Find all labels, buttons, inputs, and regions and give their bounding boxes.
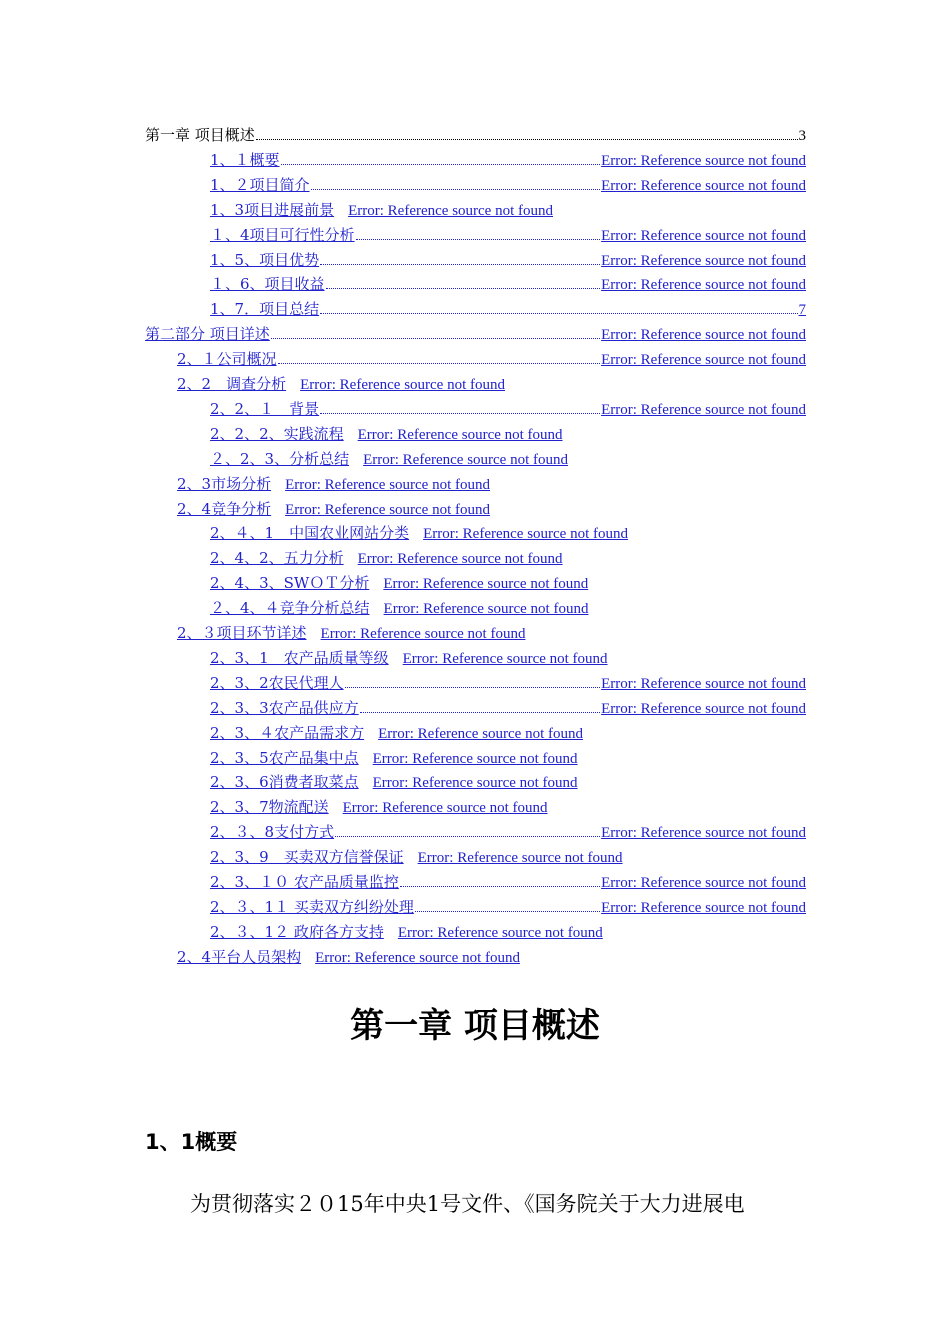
toc-entry[interactable] <box>210 149 806 171</box>
toc-entry-title: 1、２项目简介 <box>210 175 310 194</box>
toc-entry-page: Error: Reference source not found <box>601 401 806 418</box>
toc-entry-title: ２、4、４竞争分析总结 <box>210 599 370 618</box>
toc-entry[interactable] <box>177 946 520 968</box>
toc-dot-leader <box>356 239 601 240</box>
chapter-title: 第一章 项目概述 <box>350 1006 600 1046</box>
toc-entry[interactable] <box>177 373 505 395</box>
toc-entry-page: Error: Reference source not found <box>397 924 603 941</box>
toc-entry-title: 1、１概要 <box>210 150 280 169</box>
toc-entry-title: 2、3、2农民代理人 <box>210 673 344 692</box>
toc-entry[interactable] <box>177 498 490 520</box>
toc-entry-title: 2、2 调查分析 <box>177 375 287 393</box>
toc-entry-page: Error: Reference source not found <box>601 675 806 692</box>
toc-entry[interactable] <box>177 348 806 370</box>
toc-entry[interactable] <box>210 697 806 719</box>
toc-entry-title: 2、4竞争分析 <box>177 499 272 518</box>
toc-entry-title: 2、2、１ 背景 <box>210 399 320 418</box>
toc-entry[interactable] <box>210 921 603 943</box>
toc-entry-title: 2、4、3、SWＯＴ分析 <box>210 574 370 593</box>
toc-entry-title: 2、3、１０ 农产品质量监控 <box>210 873 399 891</box>
toc-entry[interactable] <box>210 298 806 320</box>
toc-entry[interactable] <box>145 323 806 345</box>
toc-dot-leader <box>320 264 600 265</box>
toc-entry[interactable] <box>210 273 806 295</box>
toc-entry-title: 2、３、1２ 政府各方支持 <box>210 922 384 941</box>
toc-entry-title: 2、3、7物流配送 <box>210 798 329 817</box>
toc-entry-page: Error: Reference source not found <box>601 277 806 294</box>
toc-dot-leader <box>415 911 600 912</box>
toc-entry-title: 2、3、6消费者取菜点 <box>210 773 359 792</box>
toc-entry-page: Error: Reference source not found <box>423 526 629 543</box>
toc-entry-page: Error: Reference source not found <box>378 725 584 742</box>
toc-entry[interactable] <box>210 547 563 569</box>
toc-entry[interactable] <box>210 846 623 868</box>
toc-entry-page: Error: Reference source not found <box>402 650 608 667</box>
toc-entry-title: 2、3市场分析 <box>177 474 272 493</box>
toc-entry[interactable] <box>210 871 806 893</box>
toc-entry-page: Error: Reference source not found <box>285 476 491 493</box>
toc-dot-leader <box>281 164 601 165</box>
toc-entry-page: Error: Reference source not found <box>372 750 578 767</box>
toc-entry[interactable] <box>210 747 578 769</box>
toc-entry-title: 2、３、8支付方式 <box>210 823 335 842</box>
toc-entry-page: Error: Reference source not found <box>348 202 554 219</box>
toc-entry-title: 2、3、9 买卖双方信誉保证 <box>210 848 404 867</box>
toc-entry-page: Error: Reference source not found <box>601 700 806 717</box>
toc-entry-title: １、6、项目收益 <box>210 275 325 294</box>
toc-entry-page: Error: Reference source not found <box>300 377 506 393</box>
toc-entry[interactable] <box>210 224 806 246</box>
toc-entry-page: 3 <box>798 128 806 144</box>
toc-entry-page: Error: Reference source not found <box>315 949 521 966</box>
toc-entry-page: Error: Reference source not found <box>357 426 563 443</box>
toc-dot-leader <box>335 836 600 837</box>
toc-entry-page: Error: Reference source not found <box>363 451 569 468</box>
toc-entry[interactable] <box>210 522 628 544</box>
toc-entry[interactable] <box>210 647 608 669</box>
toc-dot-leader <box>360 712 600 713</box>
toc-entry <box>145 124 806 146</box>
body-paragraph: 为贯彻落实２０15年中央1号文件、《国务院关于大力进展电 <box>190 1192 745 1216</box>
toc-entry-page: Error: Reference source not found <box>601 327 806 344</box>
toc-entry-page: Error: Reference source not found <box>285 501 491 518</box>
toc-entry-title: 2、2、2、实践流程 <box>210 424 344 443</box>
toc-entry-title: 2、3、3农产品供应方 <box>210 698 359 717</box>
toc-entry-page: Error: Reference source not found <box>601 227 806 244</box>
toc-entry-page: Error: Reference source not found <box>342 800 548 817</box>
toc-entry-title: 第二部分 项目详述 <box>145 325 270 344</box>
toc-entry[interactable] <box>210 821 806 843</box>
toc-entry-title: 2、４、1 中国农业网站分类 <box>210 524 410 543</box>
toc-entry-title: 第一章 项目概述 <box>145 126 255 144</box>
toc-entry-title: 1、3项目进展前景 <box>210 200 335 219</box>
toc-entry-page: Error: Reference source not found <box>320 626 526 642</box>
toc-entry-title: 2、3、1 农产品质量等级 <box>210 648 389 667</box>
toc-entry-title: 2、３、1１ 买卖双方纠纷处理 <box>210 897 414 916</box>
toc-dot-leader <box>320 313 797 314</box>
toc-entry[interactable] <box>210 398 806 420</box>
toc-entry-page: Error: Reference source not found <box>357 551 563 568</box>
toc-entry-title: 1、7．项目总结 <box>210 300 320 319</box>
toc-entry-page: Error: Reference source not found <box>383 576 589 593</box>
toc-entry-page: Error: Reference source not found <box>601 152 806 169</box>
toc-entry-title: 2、3、5农产品集中点 <box>210 748 359 767</box>
toc-entry-page: Error: Reference source not found <box>601 899 806 916</box>
toc-entry-page: 7 <box>798 302 806 319</box>
toc-dot-leader <box>271 338 600 339</box>
toc-entry-page: Error: Reference source not found <box>601 352 806 369</box>
toc-dot-leader <box>400 886 600 887</box>
toc-entry[interactable] <box>210 771 578 793</box>
toc-entry[interactable] <box>210 249 806 271</box>
toc-entry[interactable] <box>210 722 583 744</box>
toc-entry-page: Error: Reference source not found <box>601 825 806 842</box>
toc-entry-title: １、4项目可行性分析 <box>210 225 355 244</box>
toc-entry-title: 2、3、４农产品需求方 <box>210 723 365 742</box>
toc-entry-page: Error: Reference source not found <box>601 875 806 891</box>
toc-entry-title: ２、2、3、分析总结 <box>210 449 350 468</box>
toc-entry-title: 2、4、2、五力分析 <box>210 549 344 568</box>
toc-entry-page: Error: Reference source not found <box>601 177 806 194</box>
toc-entry[interactable] <box>210 423 563 445</box>
toc-entry[interactable] <box>210 174 806 196</box>
toc-entry-page: Error: Reference source not found <box>383 601 589 618</box>
toc-entry[interactable] <box>210 199 553 221</box>
toc-entry-page: Error: Reference source not found <box>417 850 623 867</box>
toc-entry-page: Error: Reference source not found <box>601 252 806 269</box>
toc-entry[interactable] <box>210 796 548 818</box>
toc-entry[interactable] <box>177 473 490 495</box>
toc-entry[interactable] <box>177 622 525 644</box>
toc-dot-leader <box>256 139 798 140</box>
toc-entry[interactable] <box>210 597 588 619</box>
toc-entry[interactable] <box>210 448 568 470</box>
section-heading: 1、1概要 <box>145 1130 238 1154</box>
toc-dot-leader <box>326 288 601 289</box>
toc-entry-title: 2、１公司概况 <box>177 350 277 369</box>
toc-dot-leader <box>311 189 601 190</box>
toc-entry-title: 1、5、项目优势 <box>210 250 320 269</box>
toc-entry-title: 2、３项目环节详述 <box>177 624 307 642</box>
toc-entry[interactable] <box>210 896 806 918</box>
toc-entry[interactable] <box>210 572 588 594</box>
toc-dot-leader <box>278 363 601 364</box>
toc-entry[interactable] <box>210 672 806 694</box>
toc-dot-leader <box>345 687 600 688</box>
toc-dot-leader <box>320 413 600 414</box>
toc-entry-page: Error: Reference source not found <box>372 775 578 792</box>
toc-entry-title: 2、4平台人员架构 <box>177 947 302 966</box>
